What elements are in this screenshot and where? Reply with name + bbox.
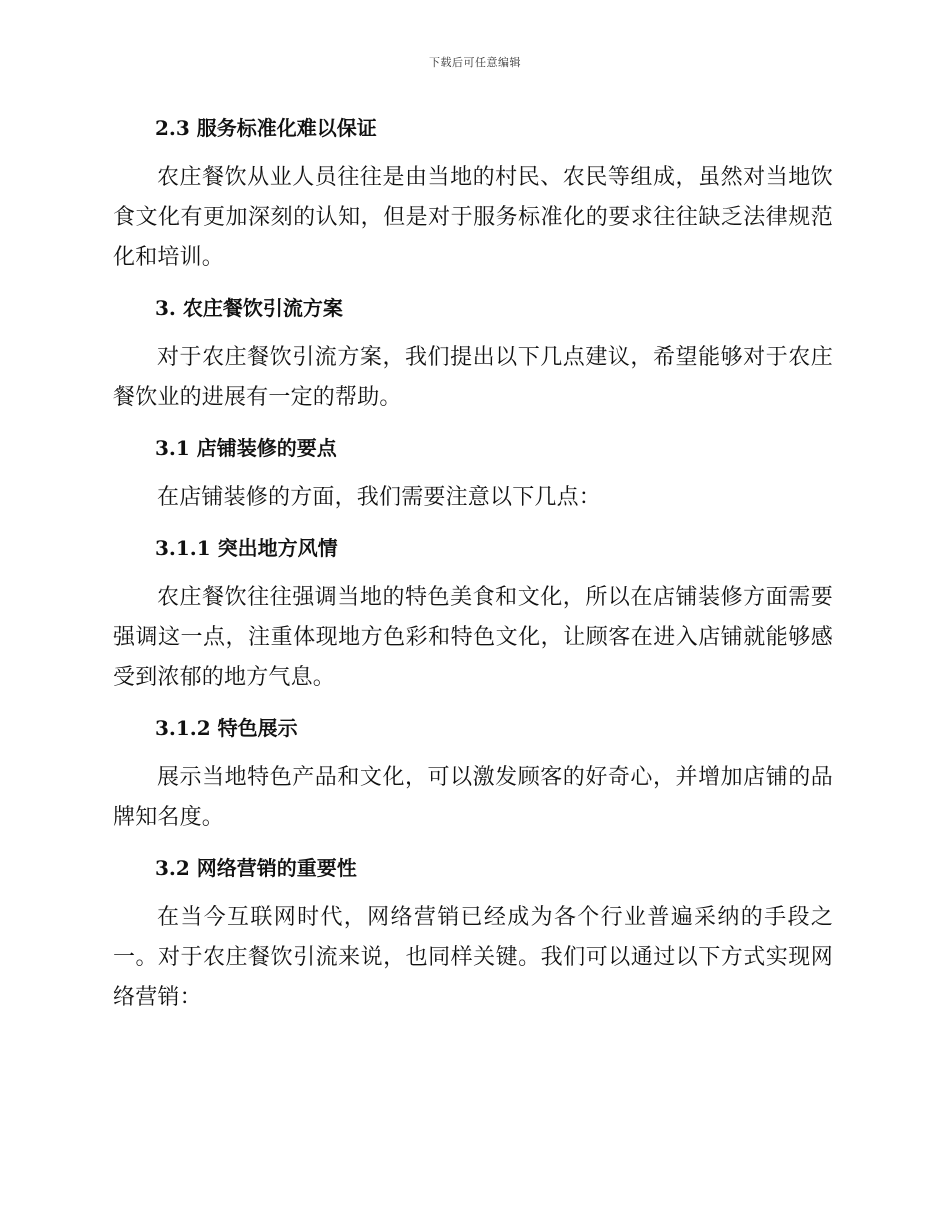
- section-heading-3-1-1: 3.1.1 突出地方风情: [155, 536, 338, 560]
- section-heading-3-1: 3.1 店铺装修的要点: [155, 436, 337, 460]
- section-heading-3-2: 3.2 网络营销的重要性: [155, 856, 357, 880]
- section-heading-2-3: 2.3 服务标准化难以保证: [155, 116, 377, 140]
- paragraph: 展示当地特色产品和文化，可以激发顾客的好奇心，并增加店铺的品牌知名度。: [113, 765, 833, 830]
- section-heading-3: 3. 农庄餐饮引流方案: [155, 296, 343, 320]
- paragraph: 农庄餐饮往往强调当地的特色美食和文化，所以在店铺装修方面需要强调这一点，注重体现地方色彩和特色文化，让顾客在进入店铺就能够感受到浓郁的地方气息。: [113, 585, 833, 690]
- page-header: 下载后可任意编辑: [429, 56, 521, 69]
- paragraph: 农庄餐饮从业人员往往是由当地的村民、农民等组成，虽然对当地饮食文化有更加深刻的认知，但是对于服务标准化的要求往往缺乏法律规范化和培训。: [113, 165, 833, 270]
- document-body: [113, 108, 833, 1028]
- paragraph: 对于农庄餐饮引流方案，我们提出以下几点建议，希望能够对于农庄餐饮业的进展有一定的帮助。: [113, 345, 833, 410]
- section-heading-3-1-2: 3.1.2 特色展示: [155, 716, 298, 740]
- paragraph: 在当今互联网时代，网络营销已经成为各个行业普遍采纳的手段之一。对于农庄餐饮引流来说，也同样关键。我们可以通过以下方式实现网络营销：: [113, 905, 833, 1010]
- paragraph: 在店铺装修的方面，我们需要注意以下几点：: [157, 485, 602, 510]
